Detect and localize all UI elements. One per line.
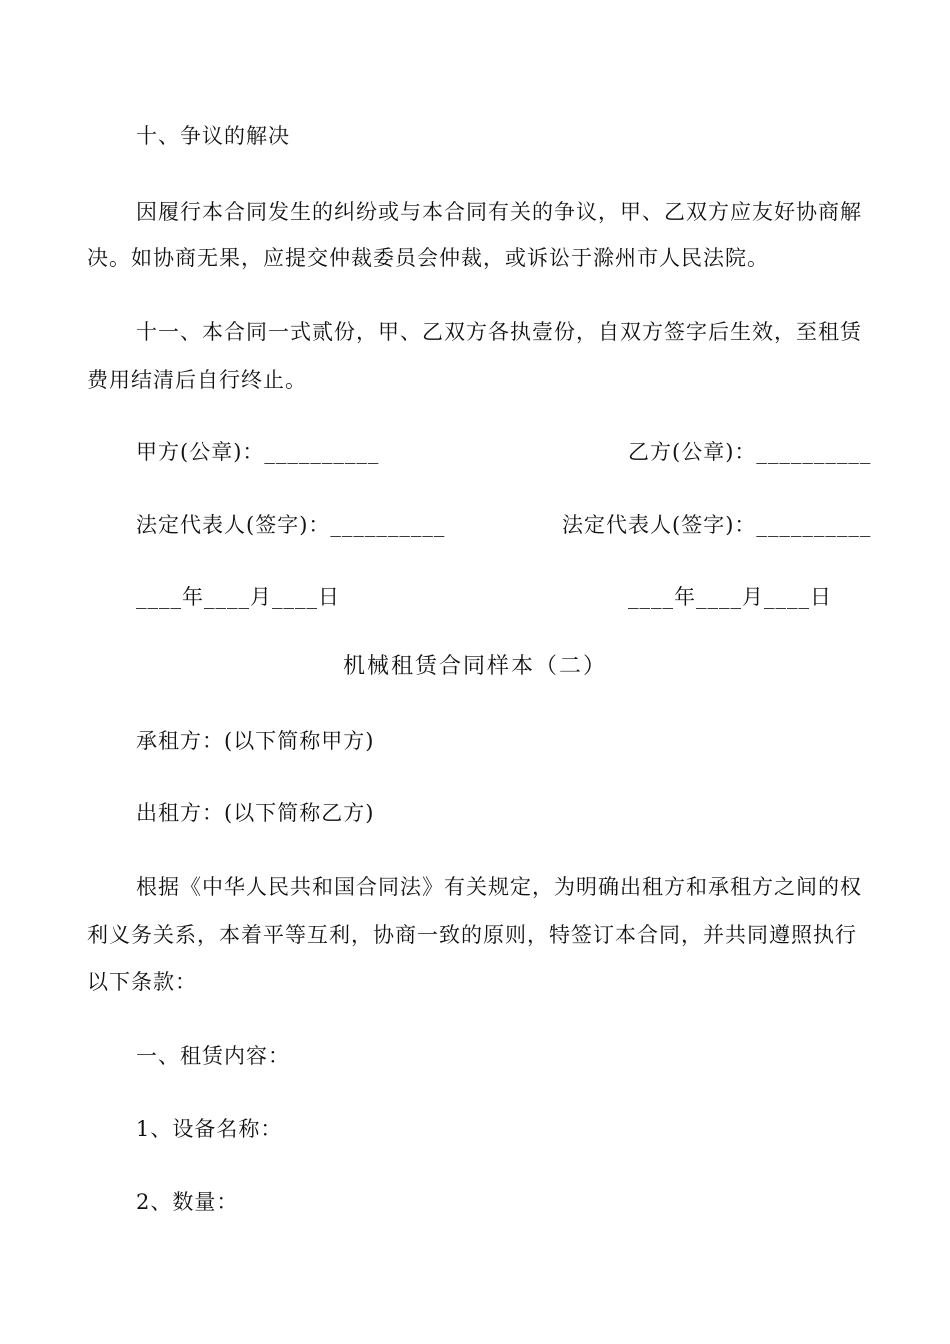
party-a-seal-field: 甲方(公章)：__________ (136, 440, 380, 464)
section-10-paragraph-line-2: 决。如协商无果，应提交仲裁委员会仲裁，或诉讼于滁州市人民法院。 (87, 246, 769, 270)
intro-line-2: 利义务关系，本着平等互利，协商一致的原则，特签订本合同，并共同遵照执行 (87, 923, 857, 947)
section-10-heading: 十、争议的解决 (136, 124, 290, 148)
lessor-line: 出租方：(以下简称乙方) (136, 801, 375, 825)
item-1-heading: 一、租赁内容： (136, 1044, 290, 1068)
party-b-representative-field: 法定代表人(签字)：__________ (562, 513, 872, 537)
item-1-2-quantity: 2、数量： (136, 1190, 239, 1214)
section-11-line-1: 十一、本合同一式贰份，甲、乙双方各执壹份，自双方签字后生效，至租赁 (136, 320, 862, 344)
party-a-date-field: ____年____月____日 (136, 585, 340, 609)
lessee-line: 承租方：(以下简称甲方) (136, 729, 375, 753)
intro-line-1: 根据《中华人民共和国合同法》有关规定，为明确出租方和承租方之间的权 (136, 875, 862, 899)
section-10-paragraph-line-1: 因履行本合同发生的纠纷或与本合同有关的争议，甲、乙双方应友好协商解 (136, 200, 862, 224)
intro-line-3: 以下条款： (87, 970, 197, 994)
item-1-1-equipment-name: 1、设备名称： (136, 1117, 283, 1141)
party-b-date-field: ____年____月____日 (628, 585, 832, 609)
contract-2-title: 机械租赁合同样本（二） (342, 654, 607, 679)
party-a-representative-field: 法定代表人(签字)：__________ (136, 513, 446, 537)
section-11-line-2: 费用结清后自行终止。 (87, 368, 307, 392)
party-b-seal-field: 乙方(公章)：__________ (628, 440, 872, 464)
